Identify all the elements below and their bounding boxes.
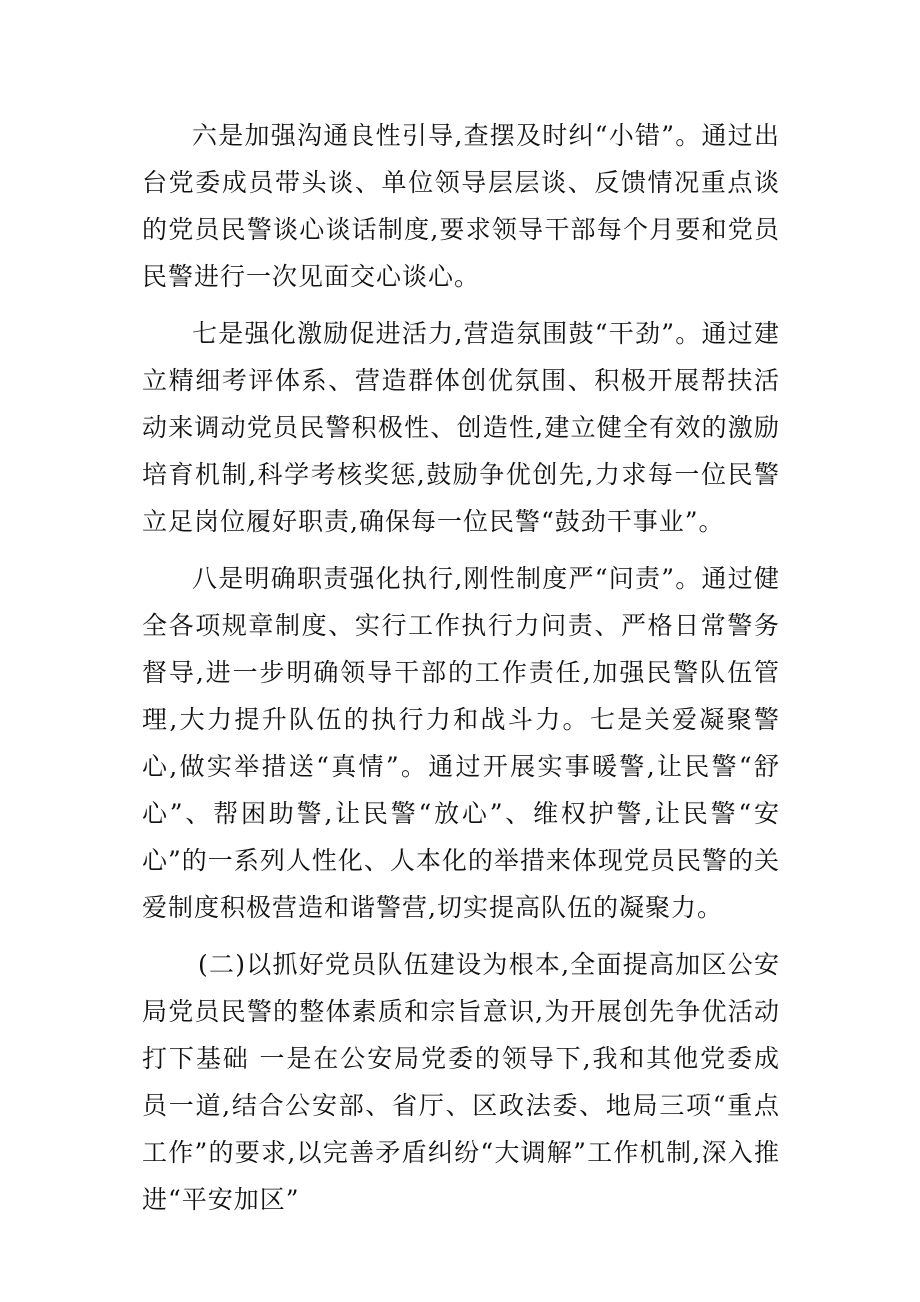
paragraph-accountability: 八是明确职责强化执行,刚性制度严“问责”。通过健全各项规章制度、实行工作执行力问责、严格日常警务督导,进一步明确领导干部的工作责任,加强民警队伍管理,大力提升队伍的执行力和战斗力。七是关爱凝聚警心,做实举措送“真情”。通过开展实事暖警,让民警“舒心”、帮困助警,让民警“放心”、维权护警,让民警“安心”的一系列人性化、人本化的举措来体现党员民警的关爱制度积极营造和谐警营,切实提高队伍的凝聚力。 — [142, 564, 780, 922]
paragraph-team-building: (二)以抓好党员队伍建设为根本,全面提高加区公安局党员民警的整体素质和宗旨意识,为开展创先争优活动打下基础 一是在公安局党委的领导下,我和其他党委成员一道,结合公安部、省厅、区政法委、地局三项“重点工作”的要求,以完善矛盾纠纷“大调解”工作机制,深入推进“平安加区” — [142, 950, 780, 1214]
paragraph-communication: 六是加强沟通良性引导,查摆及时纠“小错”。通过出台党委成员带头谈、单位领导层层谈、反馈情况重点谈的党员民警谈心谈话制度,要求领导干部每个月要和党员民警进行一次见面交心谈心。 — [142, 121, 780, 291]
document-body — [142, 112, 780, 1233]
paragraph-incentive: 七是强化激励促进活力,营造氛围鼓“干劲”。通过建立精细考评体系、营造群体创优氛围、积极开展帮扶活动来调动党员民警积极性、创造性,建立健全有效的激励培育机制,科学考核奖惩,鼓励争优创先,力求每一位民警立足岗位履好职责,确保每一位民警“鼓劲干事业”。 — [142, 319, 780, 536]
